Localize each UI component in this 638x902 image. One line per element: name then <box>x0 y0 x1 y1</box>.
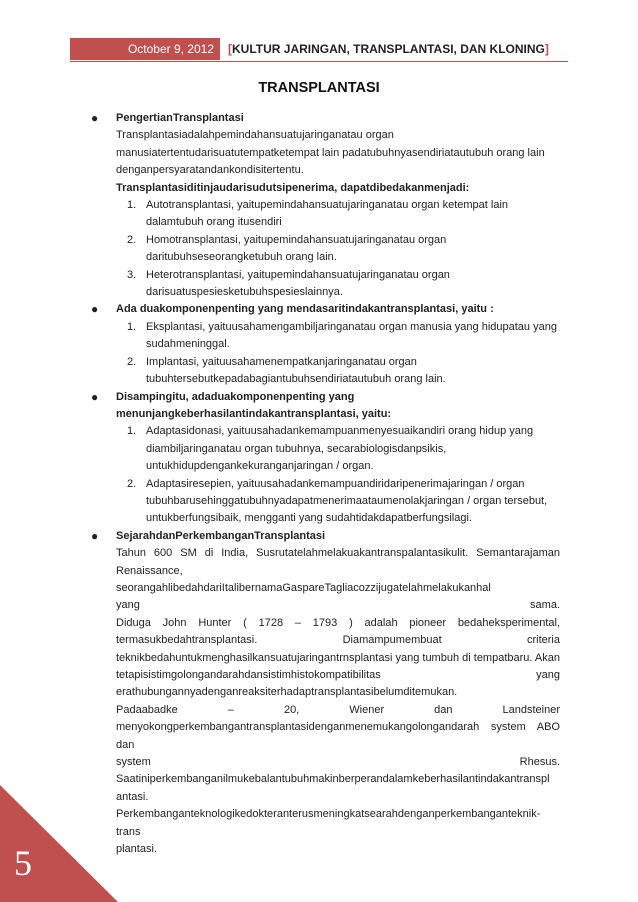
paragraph-line: plantasi. <box>116 843 157 856</box>
paragraph-line: yang sama. <box>116 599 560 612</box>
list-line: Adaptasiresepien, yaituusahadankemampuandiridaripenerimajaringan / organ <box>146 477 525 490</box>
list-line: diambiljaringanatau organ tubuhnya, secarabiologisdanpsikis, <box>146 442 447 455</box>
paragraph-line: antasi. <box>116 790 149 803</box>
numbered-list <box>116 319 560 389</box>
paragraph-line: teknikbedahuntukmenghasilkansuatujaringantrnsplantasi yang tumbuh di tempatbaru. Akan <box>116 651 560 664</box>
numbered-list <box>116 423 560 527</box>
list-line: untukberfungsibaik, mengganti yang sudahtidakdapatberfungsilagi. <box>146 512 472 525</box>
list-line: dalamtubuh orang itusendiri <box>146 216 282 229</box>
list-number: 3. <box>127 268 137 281</box>
paragraph-line: Transplantasiadalahpemindahansuatujaringanatau organ <box>116 129 394 142</box>
list-line: Adaptasidonasi, yaituusahadankemampuanmenyesuaikandiri orang hidup yang <box>146 425 534 438</box>
paragraph-line: Renaissance, seorangahlibedahdariItalibernamaGaspareTagliacozzijugatelahmelakukanhal <box>116 564 491 594</box>
header-title <box>228 38 549 60</box>
paragraph-line: erathubungannyadenganreaksiterhadaptransplantasibelumditemukan. <box>116 686 458 699</box>
list-line: untukhidupdengankekuranganjaringan / organ. <box>146 460 374 473</box>
list-number: 1. <box>127 199 137 212</box>
list-item <box>116 354 560 389</box>
section-heading-line: menunjangkeberhasilantindakantransplantasi, yaitu: <box>116 407 392 420</box>
list-line: tubuhbarusehinggatubuhnyadapatmenerimaataumenolakjaringan / organ tersebut, <box>146 494 548 507</box>
list-item <box>116 232 560 267</box>
paragraph-line: Tahun 600 SM di India, Susrutatelahmelakuakantranspalantasikulit. Semantarajaman <box>116 547 560 560</box>
header-bracket-close: ] <box>544 42 549 56</box>
list-number: 1. <box>127 320 137 333</box>
list-item <box>116 267 560 302</box>
document-body <box>90 110 560 858</box>
list-line: tubuhtersebutkepadabagiantubuhsendiriatautubuh orang lain. <box>146 373 446 386</box>
header-divider <box>70 61 568 62</box>
list-line: Eksplantasi, yaituusahamengambiljaringanatau organ manusia yang hidupatau yang <box>146 320 557 333</box>
bullet-icon: ● <box>91 111 99 125</box>
section-heading: SejarahdanPerkembanganTransplantasi <box>116 529 326 542</box>
list-line: Autotransplantasi, yaitupemindahansuatujaringanatau organ ketempat lain <box>146 199 509 212</box>
page-title: TRANSPLANTASI <box>258 80 380 96</box>
list-line: daritubuhseseorangketubuh orang lain. <box>146 251 337 264</box>
list-number: 2. <box>127 355 137 368</box>
list-number: 1. <box>127 425 137 438</box>
header-bracket-open: [ <box>228 42 232 56</box>
paragraph-line: manusiatertentudarisuatutempatketempat lain padatubuhnyasendiriatautubuh orang lain <box>116 146 545 159</box>
section-heading: Ada duakomponenpenting yang mendasaritindakantransplantasi, yaitu : <box>116 303 494 316</box>
numbered-list <box>116 197 560 301</box>
section-sejarah <box>90 528 560 859</box>
paragraph-line: Padaabadke – 20, Wiener dan Landsteiner <box>116 703 560 716</box>
section-heading: PengertianTransplantasi <box>116 112 244 124</box>
list-line: Homotransplantasi, yaitupemindahansuatujaringanatau organ <box>146 233 447 246</box>
paragraph-line: menyokongperkembangantransplantasidenganmenemukangolongandarah system ABO dan <box>116 721 560 751</box>
paragraph-line: Diduga John Hunter ( 1728 – 1793 ) adalah pioneer bedaheksperimental, <box>116 616 560 629</box>
page-number: 5 <box>14 843 32 883</box>
paragraph-line: Perkembanganteknologikedokteranterusmeningkatsearahdenganperkembangantekniktrans <box>116 808 541 838</box>
bullet-icon: ● <box>91 389 99 404</box>
list-line: Heterotransplantasi, yaitupemindahansuatujaringanatau organ <box>146 268 450 281</box>
list-item <box>116 197 560 232</box>
list-line: sudahmeninggal. <box>146 338 230 351</box>
list-item <box>116 476 560 528</box>
list-line: Implantasi, yaituusahamenempatkanjaringanatau organ <box>146 355 417 368</box>
paragraph-line: Saatiniperkembanganilmukebalantubuhmakinberperandalamkeberhasilantindakantranspl <box>116 773 550 786</box>
paragraph-line: denganpersyaratandankondisitertentu. <box>116 164 304 177</box>
list-number: 2. <box>127 233 137 246</box>
bullet-icon: ● <box>91 528 99 543</box>
section-subheading: Transplantasiditinjaudarisudutsipenerima, dapatdibedakanmenjadi: <box>116 181 470 194</box>
list-item <box>116 319 560 354</box>
paragraph-line: termasukbedahtransplantasi. Diamampumembuat criteria <box>116 634 560 647</box>
paragraph-line: system Rhesus. <box>116 756 560 769</box>
section-heading-line: Disampingitu, adaduakomponenpenting yang <box>116 390 355 403</box>
section-pengertian <box>90 110 560 301</box>
list-item <box>116 423 560 475</box>
header-date-bar <box>70 38 220 60</box>
paragraph-line: tetapisistimgolongandarahdansistimhistokompatibilitas yang <box>116 669 560 681</box>
bullet-icon: ● <box>91 302 99 317</box>
list-line: darisuatuspesiesketubuhspesieslainnya. <box>146 286 343 299</box>
header-title-text: KULTUR JARINGAN, TRANSPLANTASI, DAN KLONING <box>232 42 545 56</box>
list-number: 2. <box>127 477 137 490</box>
section-komponen <box>90 301 560 388</box>
header-date: October 9, 2012 <box>127 42 214 56</box>
section-penunjang <box>90 389 560 528</box>
